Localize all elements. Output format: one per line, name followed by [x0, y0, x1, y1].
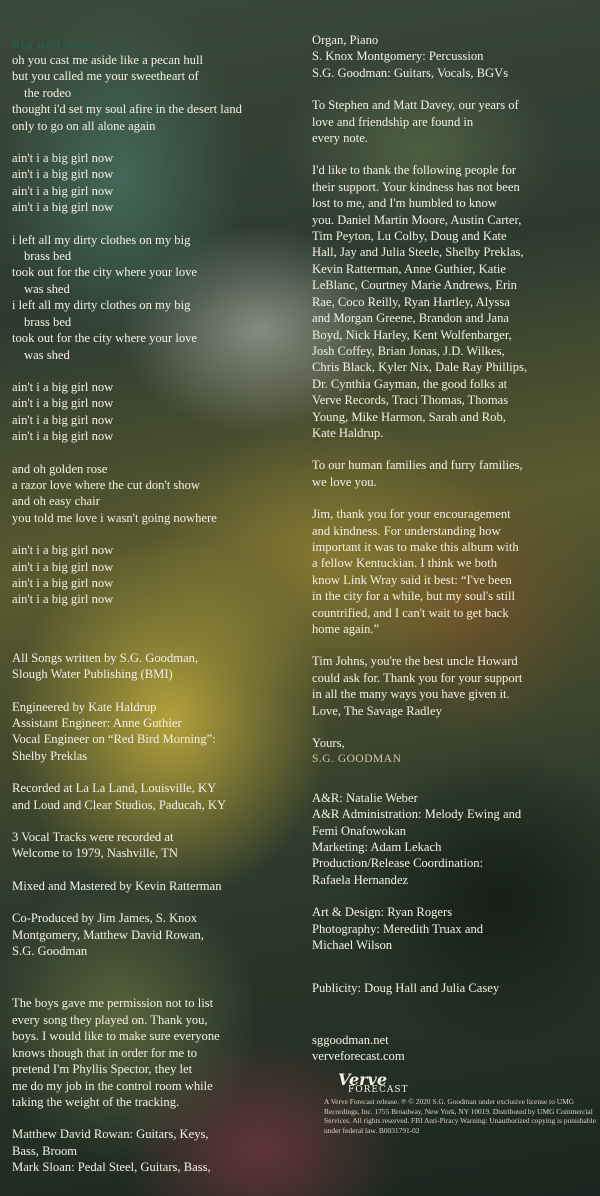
lyrics-chorus-2	[12, 379, 294, 445]
note-line: Rae, Coco Reilly, Ryan Hartley, Alyssa	[312, 294, 510, 309]
websites	[312, 1032, 592, 1065]
credit-line: A&R Administration: Melody Ewing and	[312, 807, 522, 822]
note-line: Boyd, Nick Harley, Kent Wolfenbarger,	[312, 327, 512, 342]
lyrics-chorus-3	[12, 542, 294, 608]
art-credits	[312, 904, 592, 953]
credit-line: Matthew David Rowan: Guitars, Keys,	[12, 1127, 209, 1142]
note-line: their support. Your kindness has not been	[312, 179, 520, 194]
note-line: Love, The Savage Radley	[312, 703, 442, 718]
credit-line: Mark Sloan: Pedal Steel, Guitars, Bass,	[12, 1160, 211, 1175]
boys-note	[12, 995, 294, 1110]
note-line: know Link Wray said it best: “I've been	[312, 572, 512, 587]
note-line: and Morgan Greene, Brandon and Jana	[312, 311, 510, 326]
note-line: boys. I would like to make sure everyone	[12, 1029, 220, 1044]
lyrics-verse-2	[12, 232, 294, 363]
credit-line: A&R: Natalie Weber	[312, 790, 418, 805]
lyric-line: i left all my dirty clothes on my big	[12, 298, 191, 313]
stephen-note	[312, 97, 592, 146]
credit-line: Marketing: Adam Lekach	[312, 840, 442, 855]
note-line: knows though that in order for me to	[12, 1045, 198, 1060]
note-line: in the city for a while, but my soul's still	[312, 589, 516, 604]
lyric-line: ain't i a big girl now	[12, 592, 114, 607]
note-line: countrified, and I can't wait to get back	[312, 605, 509, 620]
note-line: The boys gave me permission not to list	[12, 996, 214, 1011]
tim-note	[312, 653, 592, 719]
note-line: love and friendship are found in	[312, 114, 474, 129]
publicity-credit: Publicity: Doug Hall and Julia Casey	[312, 980, 500, 995]
lyric-line: a razor love where the cut don't show	[12, 477, 200, 492]
note-line: every note.	[312, 131, 368, 146]
note-line: in all the many ways you have given it.	[312, 687, 510, 702]
lyric-line: ain't i a big girl now	[12, 559, 114, 574]
lyric-line: only to go on all alone again	[12, 118, 156, 133]
lyric-line: ain't i a big girl now	[12, 379, 114, 394]
credit-line: 3 Vocal Tracks were recorded at	[12, 830, 174, 845]
thanks-note	[312, 162, 592, 441]
lyric-line: the rodeo	[24, 85, 72, 100]
legal-notice: A Verve Forecast release. ℗ © 2020 S.G. Goodman under exclusive license to UMG Recordings, Inc. 1755 Broadway, New York, NY 10019. Distributed by UMG Commercial Services. All rights reserved. FBI Anti-Piracy Warning: Unauthorized copying is punishable under federal law. B0031791-02	[324, 1097, 596, 1135]
note-line: Verve Records, Traci Thomas, Thomas	[312, 393, 509, 408]
note-line: important it was to make this album with	[312, 539, 519, 554]
right-column	[312, 32, 592, 1065]
families-note	[312, 457, 592, 490]
note-line: LeBlanc, Courtney Marie Andrews, Erin	[312, 278, 517, 293]
note-line: Dr. Cynthia Gayman, the good folks at	[312, 376, 508, 391]
note-line: To our human families and furry families,	[312, 458, 523, 473]
credit-line: S.G. Goodman: Guitars, Vocals, BGVs	[312, 65, 509, 80]
lyric-line: ain't i a big girl now	[12, 412, 114, 427]
note-line: a fellow Kentuckian. I think we both	[312, 556, 498, 571]
credit-line: Rafaela Hernandez	[312, 872, 409, 887]
credit-recorded	[12, 780, 294, 813]
lyric-line: and oh golden rose	[12, 461, 108, 476]
lyric-line: ain't i a big girl now	[12, 575, 114, 590]
lyric-line: but you called me your sweetheart of	[12, 69, 199, 84]
credit-line: Slough Water Publishing (BMI)	[12, 667, 173, 682]
lyric-line: ain't i a big girl now	[12, 200, 114, 215]
credit-line: Assistant Engineer: Anne Guthier	[12, 716, 182, 730]
signature: S.G. GOODMAN	[312, 753, 402, 766]
note-line: you. Daniel Martin Moore, Austin Carter,	[312, 212, 522, 227]
credit-songs-written	[12, 650, 294, 683]
website-link: verveforecast.com	[312, 1049, 405, 1064]
note-line: pretend I'm Phyllis Spector, they let	[12, 1062, 193, 1077]
note-line: taking the weight of the tracking.	[12, 1094, 180, 1109]
note-line: Jim, thank you for your encouragement	[312, 507, 511, 522]
jim-note	[312, 506, 592, 637]
credit-line: S.G. Goodman	[12, 944, 88, 959]
credit-line: All Songs written by S.G. Goodman,	[12, 650, 199, 665]
note-line: and kindness. For understanding how	[312, 523, 501, 538]
note-line: Tim Peyton, Lu Colby, Doug and Kate	[312, 229, 507, 244]
lyric-line: ain't i a big girl now	[12, 151, 114, 166]
lyric-line: thought i'd set my soul afire in the desert land	[12, 102, 242, 117]
credit-line: Vocal Engineer on “Red Bird Morning”:	[12, 732, 216, 747]
logo-verve: Verve	[338, 1070, 388, 1089]
credit-line: Organ, Piano	[312, 33, 379, 47]
website-link: sggoodman.net	[312, 1032, 389, 1047]
lyric-line: ain't i a big girl now	[12, 429, 114, 444]
credit-line: Michael Wilson	[312, 938, 393, 953]
lyrics-verse-1	[12, 52, 294, 134]
lyric-line: was shed	[24, 281, 70, 296]
lyric-line: was shed	[24, 347, 70, 362]
credit-line: Co-Produced by Jim James, S. Knox	[12, 911, 198, 926]
logo-forecast: FORECAST	[348, 1085, 409, 1095]
credit-line: Art & Design: Ryan Rogers	[312, 905, 453, 920]
note-line: Kate Haldrup.	[312, 425, 384, 440]
note-line: could ask for. Thank you for your support	[312, 670, 523, 685]
song-title: big girl now	[12, 38, 92, 51]
musician-credits	[12, 1126, 294, 1175]
lyrics-chorus-1	[12, 150, 294, 216]
lyric-line: brass bed	[24, 314, 72, 329]
credit-line: Photography: Meredith Truax and	[312, 921, 484, 936]
credit-line: S. Knox Montgomery: Percussion	[312, 49, 484, 64]
note-line: home again.”	[312, 622, 380, 636]
lyric-line: you told me love i wasn't going nowhere	[12, 510, 217, 525]
credit-line: Recorded at La La Land, Louisville, KY	[12, 781, 217, 796]
lyric-line: ain't i a big girl now	[12, 396, 114, 411]
credit-line: Bass, Broom	[12, 1143, 78, 1158]
credit-line: and Loud and Clear Studios, Paducah, KY	[12, 797, 227, 812]
note-line: Chris Black, Kyler Nix, Dale Ray Phillips,	[312, 360, 528, 375]
lyric-line: i left all my dirty clothes on my big	[12, 232, 191, 247]
lyric-line: oh you cast me aside like a pecan hull	[12, 53, 203, 67]
credit-line: Shelby Preklas	[12, 748, 88, 763]
note-line: Young, Mike Harmon, Sarah and Rob,	[312, 409, 506, 424]
musician-credits-cont	[312, 32, 592, 81]
note-line: we love you.	[312, 474, 377, 489]
note-line: To Stephen and Matt Davey, our years of	[312, 98, 519, 113]
verve-forecast-logo	[338, 1070, 409, 1095]
left-column	[12, 0, 294, 1176]
note-line: Josh Coffey, Brian Jonas, J.D. Wilkes,	[312, 343, 505, 358]
note-line: Kevin Ratterman, Anne Guthier, Katie	[312, 261, 506, 276]
lyric-line: took out for the city where your love	[12, 331, 198, 346]
note-line: me do my job in the control room while	[12, 1078, 213, 1093]
lyric-line: and oh easy chair	[12, 494, 100, 509]
credit-line: Montgomery, Matthew David Rowan,	[12, 927, 204, 942]
closing-yours: Yours,	[312, 736, 345, 751]
note-line: Hall, Jay and Julia Steele, Shelby Preklas,	[312, 245, 524, 260]
credit-line: Production/Release Coordination:	[312, 856, 484, 871]
credit-line: Femi Onafowokan	[312, 823, 407, 838]
ar-credits	[312, 790, 592, 888]
credit-vocal-tracks	[12, 829, 294, 862]
credit-engineered	[12, 699, 294, 765]
credit-coproduced	[12, 910, 294, 959]
lyric-line: ain't i a big girl now	[12, 167, 114, 182]
lyric-line: ain't i a big girl now	[12, 183, 114, 198]
lyric-line: took out for the city where your love	[12, 265, 198, 280]
credit-line: Engineered by Kate Haldrup	[12, 699, 157, 714]
note-line: Tim Johns, you're the best uncle Howard	[312, 654, 518, 669]
credit-mixed: Mixed and Mastered by Kevin Ratterman	[12, 878, 222, 893]
lyrics-verse-3	[12, 461, 294, 527]
credit-line: Welcome to 1979, Nashville, TN	[12, 846, 178, 861]
note-line: lost to me, and I'm humbled to know	[312, 196, 497, 211]
note-line: every song they played on. Thank you,	[12, 1012, 208, 1027]
note-line: I'd like to thank the following people for	[312, 163, 517, 178]
lyric-line: ain't i a big girl now	[12, 543, 114, 558]
lyric-line: brass bed	[24, 249, 72, 264]
